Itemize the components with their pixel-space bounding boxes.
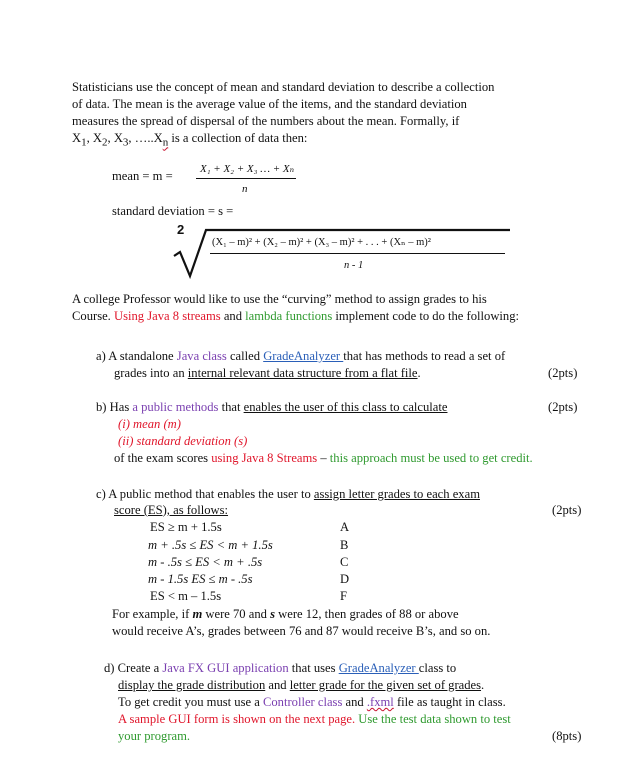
intro-line-2: of data. The mean is the average value of the items, and the standard deviation [72, 97, 467, 111]
item-a-line-2 [114, 365, 421, 383]
highlight-test-data: Use the test data shown to test [358, 712, 511, 726]
text-run: – [317, 451, 330, 465]
text-run: To get credit you must use a [118, 695, 263, 709]
highlight-sample-gui: A sample GUI form is shown on the next page. [118, 712, 359, 726]
intro-line-1: Statisticians use the concept of mean and standard deviation to describe a collection [72, 80, 495, 94]
underlined-text: letter grade for the given set of grades [289, 678, 482, 692]
text-run: d) Create a [104, 661, 163, 675]
text-run: grades into an [114, 366, 188, 380]
subscript: 3 [122, 136, 129, 149]
text-run: . [417, 366, 421, 380]
underlined-text: display the grade distribution [118, 678, 266, 692]
x-symbol: X [72, 131, 82, 145]
item-d-line-5: your program. [118, 729, 191, 743]
text-run: were 12, then grades of 88 or above [275, 607, 459, 621]
intro-line-3: measures the spread of dispersal of the numbers about the mean. Formally, if [72, 114, 460, 128]
item-a-line-1 [96, 348, 505, 366]
underlined-text: assign letter grades to each exam [313, 487, 480, 501]
grade-letter-f: F [340, 589, 348, 603]
grade-rule-b: m + .5s ≤ ES < m + 1.5s [148, 538, 273, 552]
grade-letter-a: A [340, 520, 350, 534]
text-run: b) Has [96, 400, 133, 414]
text-run: were 70 and [202, 607, 271, 621]
highlight-public-methods: a public methods [132, 400, 219, 414]
example-line-2: would receive A’s, grades between 76 and 87 would receive B’s, and so on. [112, 624, 491, 638]
highlight-controller: Controller class [262, 695, 343, 709]
intro-line-4 [72, 130, 307, 152]
text-run: a) A standalone [96, 349, 177, 363]
subscript: 1 [81, 136, 87, 149]
text-run: that [218, 400, 244, 414]
text-run: and [342, 695, 367, 709]
mean-numerator: X₁ + X₂ + X₃ … + Xₙ [200, 163, 295, 175]
highlight-required: this approach must be used to get credit. [329, 451, 533, 465]
item-d-points: (8pts) [552, 729, 582, 743]
text-run: implement code to do the following: [332, 309, 520, 323]
text-run: called [226, 349, 264, 363]
grade-rule-c: m - .5s ≤ ES < m + .5s [148, 555, 263, 569]
grade-rule-f: ES < m – 1.5s [150, 589, 222, 603]
item-d-line-3 [118, 694, 506, 712]
highlight-javafx: Java FX GUI application [162, 661, 289, 675]
professor-line-1: A college Professor would like to use the “curving” method to assign grades to his [72, 292, 487, 306]
mean-label: mean = m = [112, 169, 173, 183]
mean-denominator: n [242, 183, 248, 195]
text-run: Course. [72, 309, 114, 323]
highlight-streams: Using Java 8 streams [113, 309, 221, 323]
grade-rule-a: ES ≥ m + 1.5s [150, 520, 222, 534]
professor-line-2 [72, 308, 519, 326]
item-d-line-1 [104, 660, 456, 678]
highlight-fxml: .fxml [366, 695, 394, 709]
text-run: that uses [288, 661, 339, 675]
item-b-line-1 [96, 399, 447, 417]
text-run: . [481, 678, 485, 692]
item-c-points: (2pts) [552, 503, 582, 517]
x-symbol: , …..X [128, 131, 163, 145]
root-index: 2 [177, 222, 185, 237]
highlight-java-class: Java class [176, 349, 227, 363]
x-symbol: , X [107, 131, 123, 145]
stddev-fraction-bar [210, 253, 505, 254]
item-c-line-2: score (ES), as follows: [114, 503, 229, 517]
grade-letter-c: C [340, 555, 349, 569]
text-run: file as taught in class. [393, 695, 506, 709]
grade-letter-d: D [340, 572, 350, 586]
item-b-points: (2pts) [548, 400, 578, 414]
text-run: of the exam scores [114, 451, 212, 465]
item-b-line-4 [114, 450, 533, 468]
item-b-mean: (i) mean (m) [118, 417, 181, 431]
item-d-line-4 [118, 711, 511, 729]
text-run: For example, if [112, 607, 193, 621]
item-c-line-1 [96, 486, 480, 504]
class-name: GradeAnalyzer [338, 661, 419, 675]
text-run: class to [418, 661, 457, 675]
item-b-stddev: (ii) standard deviation (s) [118, 434, 248, 448]
example-line-1 [112, 606, 459, 624]
text-run: and [220, 309, 246, 323]
highlight-streams: using Java 8 Streams [211, 451, 318, 465]
var-s: s [270, 607, 275, 621]
highlight-lambda: lambda functions [245, 309, 333, 323]
text-run: c) A public method that enables the user to [96, 487, 314, 501]
stddev-denominator: n - 1 [344, 260, 364, 271]
underlined-text: internal relevant data structure from a flat file [187, 366, 418, 380]
x-symbol: , X [86, 131, 103, 145]
intro-tail: is a collection of data then: [168, 131, 308, 145]
mean-fraction-bar [196, 178, 296, 179]
stddev-numerator: (X₁ – m)² + (X₂ – m)² + (X₃ – m)² + . . . + (Xₙ – m)² [212, 237, 431, 248]
var-m: m [192, 607, 203, 621]
item-a-points: (2pts) [548, 366, 578, 380]
subscript: 2 [102, 136, 108, 149]
underlined-text: enables the user of this class to calculate [243, 400, 448, 414]
subscript: n [162, 136, 169, 149]
grade-rule-d: m - 1.5s ES ≤ m - .5s [148, 572, 253, 586]
text-run: that has methods to read a set of [343, 349, 506, 363]
item-d-line-2 [118, 677, 484, 695]
text-run: and [265, 678, 290, 692]
stddev-label: standard deviation = s = [112, 204, 234, 218]
grade-letter-b: B [340, 538, 349, 552]
class-name: GradeAnalyzer [263, 349, 344, 363]
